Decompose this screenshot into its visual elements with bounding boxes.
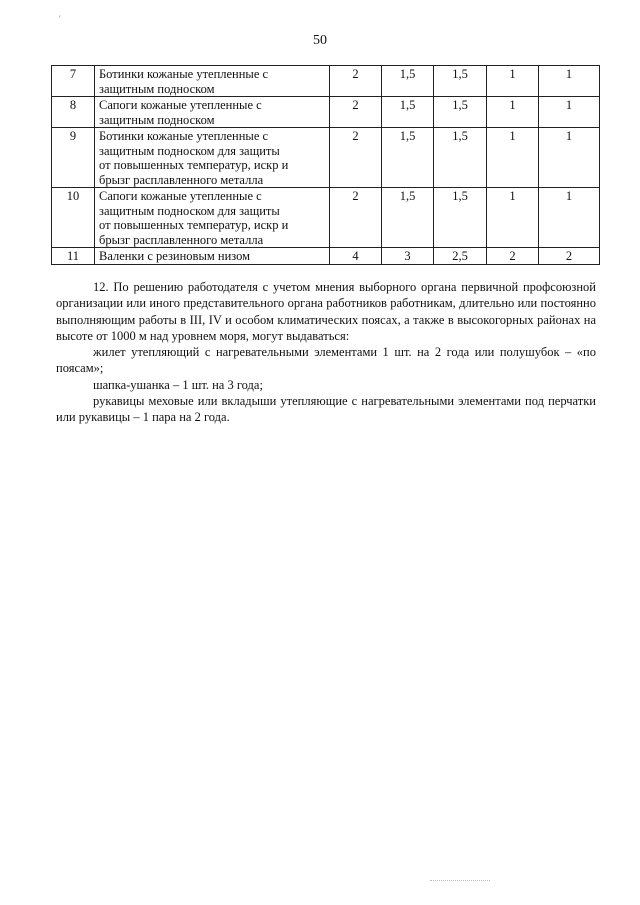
table-cell: 2 (330, 188, 382, 248)
row-number: 7 (52, 66, 95, 97)
item-name-line: от повышенных температур, искр и (99, 158, 289, 172)
table-cell: 1 (487, 188, 539, 248)
item-name-line: Сапоги кожаные утепленные с (99, 98, 262, 112)
table-cell: 1 (539, 66, 600, 97)
row-number: 8 (52, 97, 95, 128)
table-cell: 1,5 (382, 66, 434, 97)
table-row (52, 248, 600, 265)
item-hat-paragraph: шапка-ушанка – 1 шт. на 3 года; (93, 377, 263, 392)
item-name-line: Ботинки кожаные утепленные с (99, 67, 269, 81)
item-name (95, 97, 330, 128)
row-number: 11 (52, 248, 95, 265)
table-cell: 1,5 (382, 97, 434, 128)
table-cell: 2 (487, 248, 539, 265)
table-cell: 3 (382, 248, 434, 265)
row-number: 10 (52, 188, 95, 248)
clause-12-paragraph: 12. По решению работодателя с учетом мнения выборного органа первичной профсоюзной организации или иного представительного органа работников работникам, длительно или постоянно выполняющим работы в III, IV и особом климатических поясах, а также в высокогорных районах на высоте от 1000 м над уровнем моря, могут выдаваться: (56, 280, 596, 343)
table-cell: 1 (539, 188, 600, 248)
table-row (52, 188, 600, 248)
item-name (95, 128, 330, 188)
scan-footer-mark (430, 880, 490, 881)
table-cell: 2,5 (434, 248, 487, 265)
table-cell: 2 (330, 97, 382, 128)
table-cell: 1 (539, 97, 600, 128)
table-cell: 1,5 (434, 188, 487, 248)
item-name (95, 188, 330, 248)
protective-clothing-table (51, 65, 600, 265)
table-cell: 4 (330, 248, 382, 265)
clause-12-text (56, 279, 596, 426)
table-cell: 1 (539, 128, 600, 188)
table-cell: 2 (330, 66, 382, 97)
item-name-line: Валенки с резиновым низом (99, 249, 251, 263)
item-name-line: от повышенных температур, искр и (99, 218, 289, 232)
table-row (52, 97, 600, 128)
item-name-line: защитным подноском для защиты (99, 203, 280, 218)
item-vest-paragraph: жилет утепляющий с нагревательными элементами 1 шт. на 2 года или полушубок – «по поясам»; (56, 345, 596, 376)
item-name-line: брызг расплавленного металла (99, 232, 264, 247)
table-row (52, 128, 600, 188)
item-name-line: защитным подноском (99, 112, 215, 127)
table-cell: 1,5 (382, 188, 434, 248)
table-cell: 1 (487, 97, 539, 128)
item-mittens-paragraph: рукавицы меховые или вкладыши утепляющие с нагревательными элементами под перчатки или рукавицы – 1 пара на 2 года. (56, 394, 596, 425)
item-name-line: брызг расплавленного металла (99, 172, 264, 187)
table-cell: 1,5 (434, 66, 487, 97)
scan-corner-mark: ' (59, 14, 61, 24)
table-cell: 1 (487, 66, 539, 97)
item-name-line: Ботинки кожаные утепленные с (99, 129, 269, 143)
item-name-line: защитным подноском (99, 81, 215, 96)
table-row (52, 66, 600, 97)
item-name-line: защитным подноском для защиты (99, 143, 280, 158)
table-cell: 1,5 (434, 97, 487, 128)
table-cell: 2 (539, 248, 600, 265)
item-name-line: Сапоги кожаные утепленные с (99, 189, 262, 203)
page-number: 50 (313, 33, 327, 48)
table-cell: 1,5 (382, 128, 434, 188)
table-cell: 1 (487, 128, 539, 188)
item-name (95, 66, 330, 97)
item-name (95, 248, 330, 265)
row-number: 9 (52, 128, 95, 188)
table-cell: 2 (330, 128, 382, 188)
table-cell: 1,5 (434, 128, 487, 188)
